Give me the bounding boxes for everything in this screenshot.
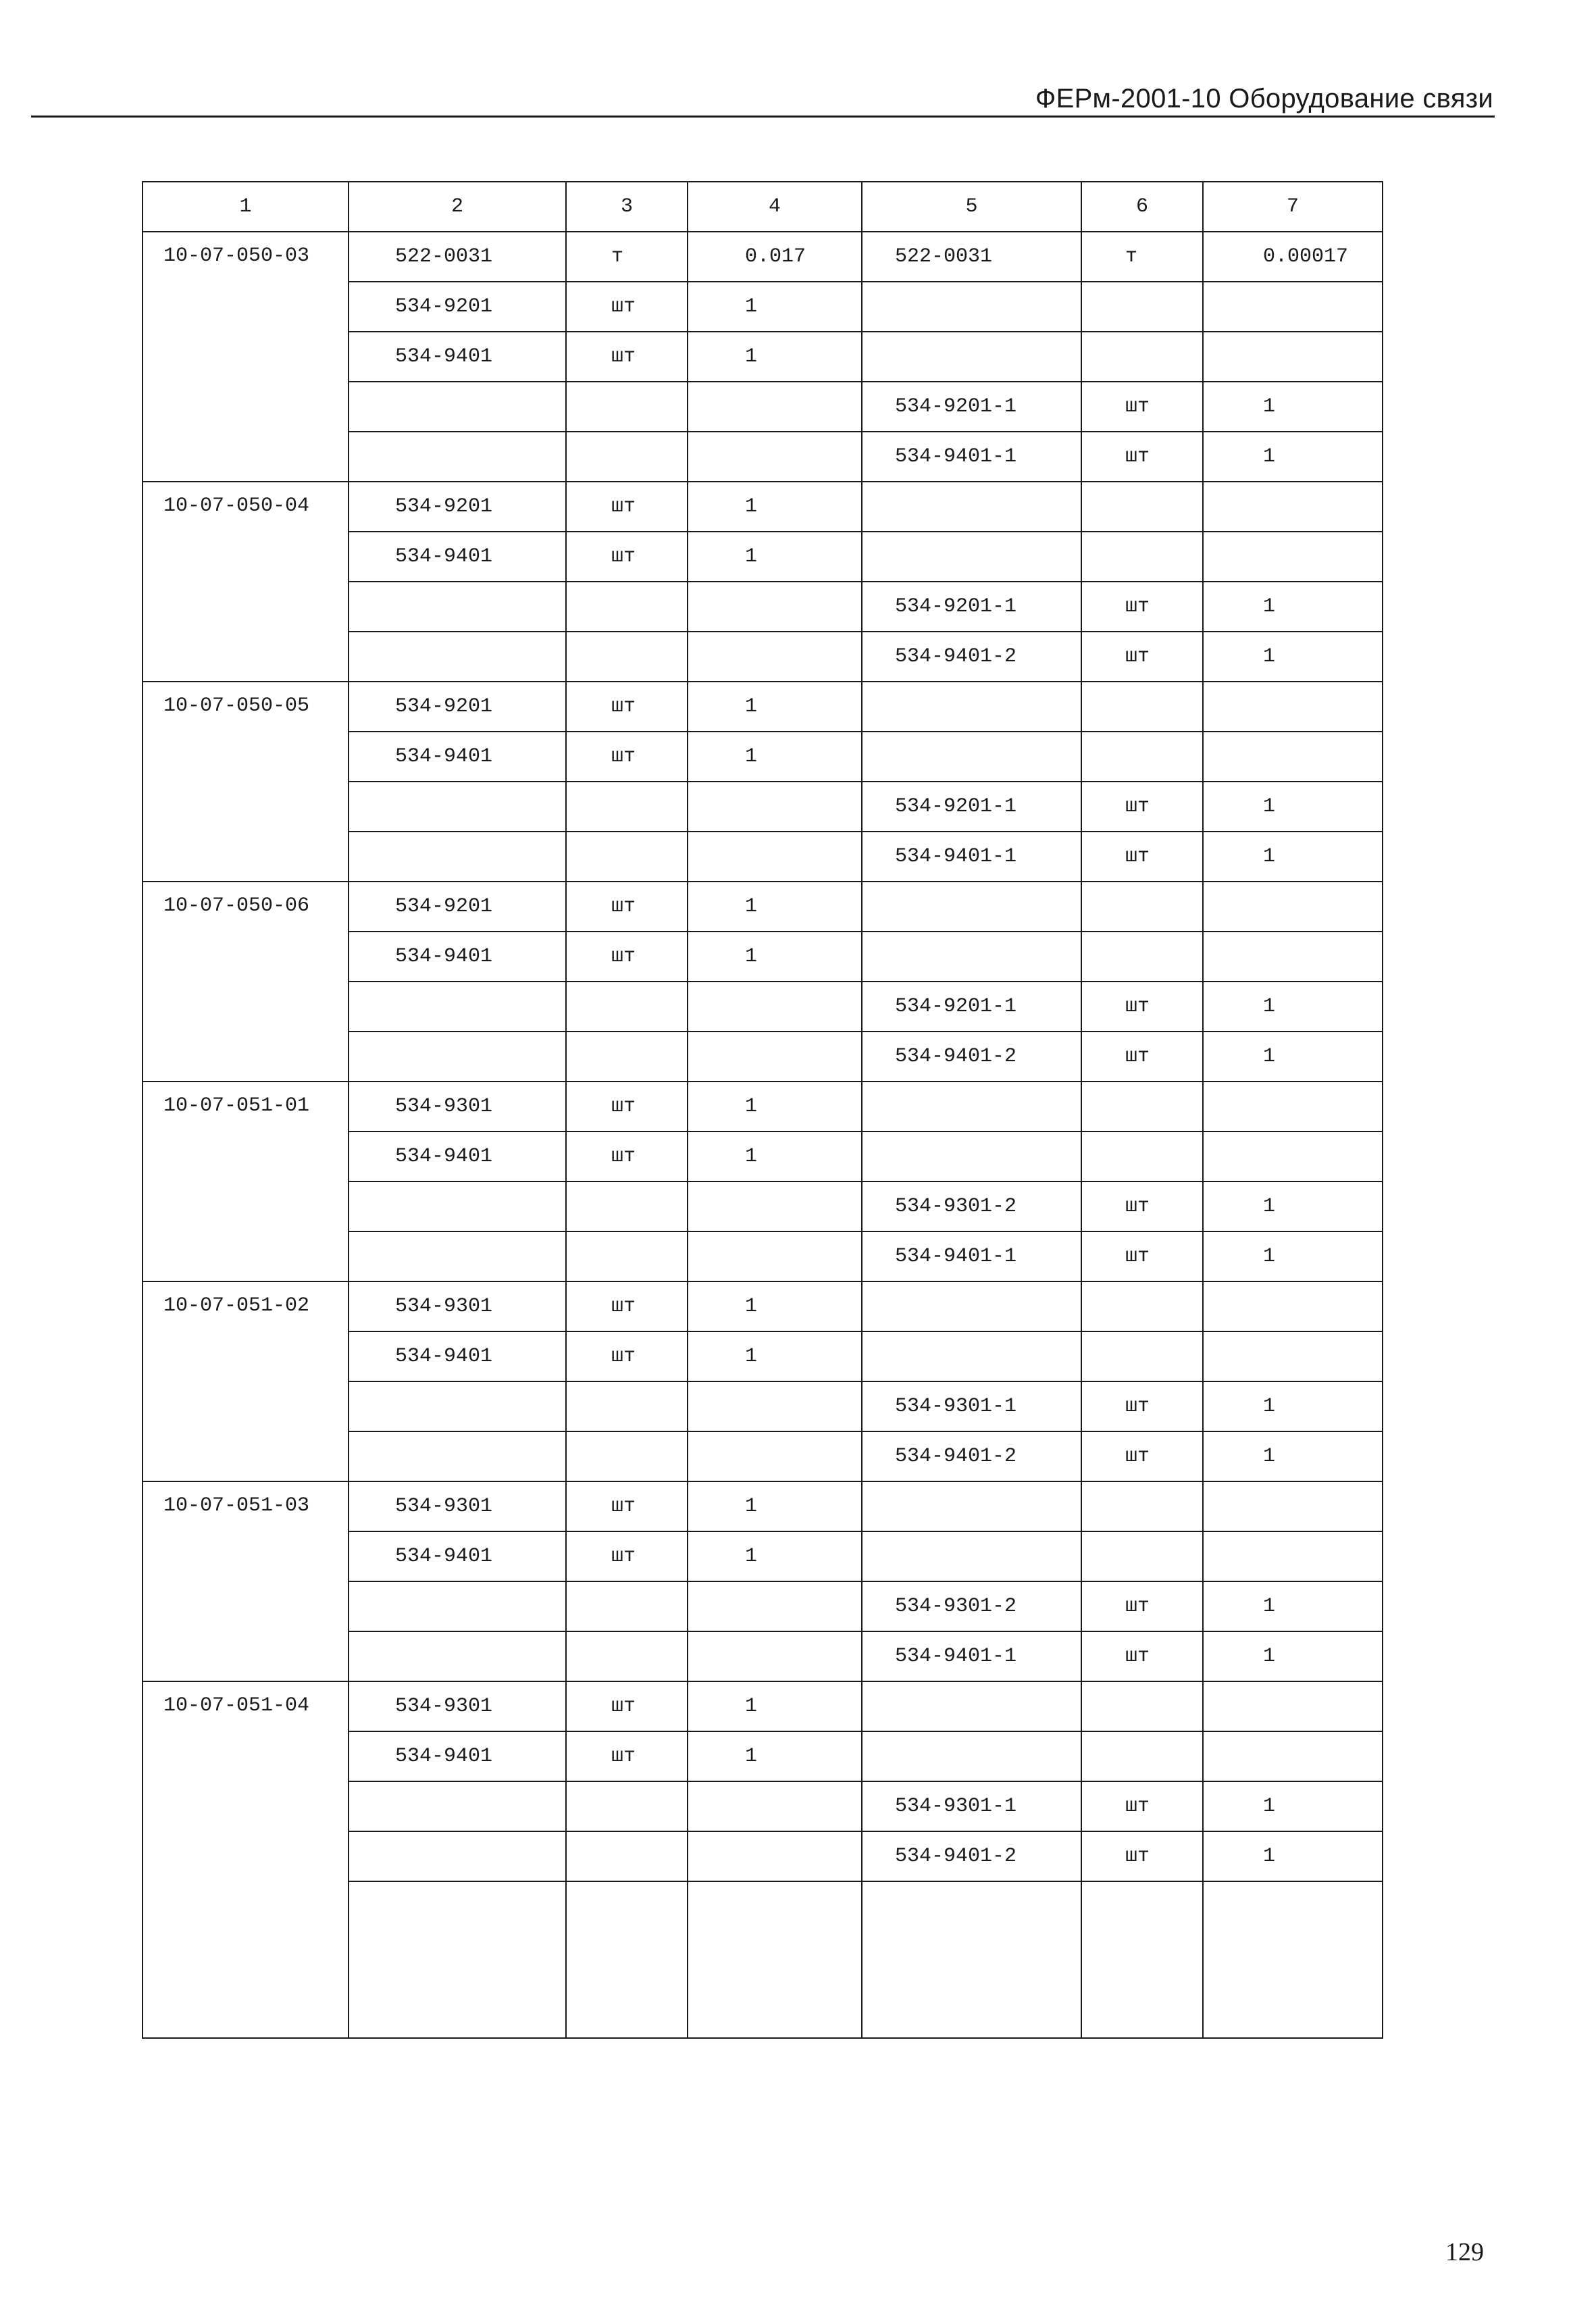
old-resource-code-cell	[349, 1231, 566, 1281]
new-unit-cell	[1081, 682, 1203, 732]
old-unit-cell: шт	[566, 682, 688, 732]
new-resource-code-cell	[862, 282, 1081, 332]
old-unit-cell	[566, 1631, 688, 1681]
old-quantity-cell	[688, 382, 862, 432]
new-unit-cell: шт	[1081, 832, 1203, 882]
norm-code-cell: 10-07-051-03	[143, 1481, 349, 1681]
old-quantity-cell	[688, 782, 862, 832]
page-number: 129	[1445, 2238, 1484, 2266]
old-unit-cell: шт	[566, 532, 688, 582]
old-unit-cell	[566, 1581, 688, 1631]
column-header: 6	[1081, 182, 1203, 232]
new-resource-code-cell: 534-9401-2	[862, 1431, 1081, 1481]
new-resource-code-cell: 534-9301-2	[862, 1181, 1081, 1231]
old-quantity-cell: 1	[688, 1531, 862, 1581]
new-resource-code-cell	[862, 1132, 1081, 1181]
old-quantity-cell	[688, 1781, 862, 1831]
table-row	[143, 1082, 1383, 1132]
norm-code-cell: 10-07-051-04	[143, 1681, 349, 2038]
new-quantity-cell	[1203, 282, 1383, 332]
new-unit-cell: шт	[1081, 1581, 1203, 1631]
table-body	[143, 182, 1383, 2038]
new-quantity-cell	[1203, 932, 1383, 982]
old-resource-code-cell	[349, 782, 566, 832]
new-resource-code-cell: 534-9401-2	[862, 1032, 1081, 1082]
old-unit-cell: шт	[566, 1082, 688, 1132]
old-quantity-cell: 1	[688, 1481, 862, 1531]
new-resource-code-cell: 534-9301-1	[862, 1381, 1081, 1431]
new-quantity-cell: 1	[1203, 1381, 1383, 1431]
old-unit-cell	[566, 1381, 688, 1431]
norm-code-cell: 10-07-050-03	[143, 232, 349, 482]
empty-cell	[1081, 1881, 1203, 2038]
empty-cell	[1203, 1881, 1383, 2038]
norm-code-cell: 10-07-050-05	[143, 682, 349, 882]
new-unit-cell: шт	[1081, 982, 1203, 1032]
new-quantity-cell: 1	[1203, 982, 1383, 1032]
old-resource-code-cell: 534-9201	[349, 282, 566, 332]
old-unit-cell: шт	[566, 732, 688, 782]
new-unit-cell: шт	[1081, 582, 1203, 632]
new-resource-code-cell: 534-9401-2	[862, 632, 1081, 682]
new-resource-code-cell: 534-9401-1	[862, 832, 1081, 882]
new-unit-cell	[1081, 1531, 1203, 1581]
new-quantity-cell	[1203, 1731, 1383, 1781]
empty-cell	[862, 1881, 1081, 2038]
resource-mapping-table	[142, 181, 1383, 2039]
old-resource-code-cell	[349, 1581, 566, 1631]
new-unit-cell	[1081, 1281, 1203, 1331]
column-header-row	[143, 182, 1383, 232]
old-resource-code-cell: 534-9201	[349, 682, 566, 732]
old-quantity-cell: 1	[688, 932, 862, 982]
old-resource-code-cell	[349, 1631, 566, 1681]
new-unit-cell	[1081, 1731, 1203, 1781]
new-quantity-cell	[1203, 682, 1383, 732]
new-resource-code-cell	[862, 932, 1081, 982]
old-quantity-cell: 1	[688, 1331, 862, 1381]
old-quantity-cell: 1	[688, 482, 862, 532]
old-resource-code-cell	[349, 382, 566, 432]
old-resource-code-cell	[349, 632, 566, 682]
new-resource-code-cell: 534-9401-1	[862, 1631, 1081, 1681]
new-resource-code-cell	[862, 532, 1081, 582]
new-resource-code-cell	[862, 1331, 1081, 1381]
old-resource-code-cell: 534-9401	[349, 1331, 566, 1381]
new-resource-code-cell: 534-9301-1	[862, 1781, 1081, 1831]
new-quantity-cell: 1	[1203, 632, 1383, 682]
table-row	[143, 1481, 1383, 1531]
old-resource-code-cell	[349, 1781, 566, 1831]
old-unit-cell	[566, 582, 688, 632]
new-resource-code-cell	[862, 1481, 1081, 1531]
old-unit-cell	[566, 832, 688, 882]
old-resource-code-cell: 534-9401	[349, 1132, 566, 1181]
new-resource-code-cell: 534-9401-1	[862, 432, 1081, 482]
new-unit-cell	[1081, 1331, 1203, 1381]
new-quantity-cell	[1203, 332, 1383, 382]
new-resource-code-cell	[862, 332, 1081, 382]
old-unit-cell	[566, 382, 688, 432]
table-row	[143, 1281, 1383, 1331]
new-quantity-cell	[1203, 1531, 1383, 1581]
old-quantity-cell	[688, 1381, 862, 1431]
old-resource-code-cell	[349, 832, 566, 882]
old-quantity-cell: 1	[688, 532, 862, 582]
old-unit-cell: т	[566, 232, 688, 282]
new-quantity-cell: 1	[1203, 1631, 1383, 1681]
new-quantity-cell	[1203, 732, 1383, 782]
empty-cell	[688, 1881, 862, 2038]
old-resource-code-cell: 534-9401	[349, 1731, 566, 1781]
new-quantity-cell: 1	[1203, 1231, 1383, 1281]
empty-cell	[349, 1881, 566, 2038]
old-quantity-cell	[688, 632, 862, 682]
old-unit-cell: шт	[566, 482, 688, 532]
new-unit-cell	[1081, 932, 1203, 982]
old-unit-cell: шт	[566, 882, 688, 932]
old-unit-cell	[566, 1431, 688, 1481]
old-resource-code-cell	[349, 582, 566, 632]
old-quantity-cell: 1	[688, 282, 862, 332]
old-resource-code-cell: 534-9401	[349, 332, 566, 382]
column-header: 1	[143, 182, 349, 232]
old-unit-cell: шт	[566, 282, 688, 332]
old-unit-cell: шт	[566, 1331, 688, 1381]
new-resource-code-cell	[862, 482, 1081, 532]
column-header: 3	[566, 182, 688, 232]
new-quantity-cell: 1	[1203, 432, 1383, 482]
new-unit-cell: шт	[1081, 432, 1203, 482]
old-quantity-cell: 1	[688, 1082, 862, 1132]
new-unit-cell	[1081, 482, 1203, 532]
old-resource-code-cell	[349, 1181, 566, 1231]
old-unit-cell	[566, 982, 688, 1032]
new-unit-cell: шт	[1081, 1781, 1203, 1831]
old-resource-code-cell: 534-9201	[349, 882, 566, 932]
new-quantity-cell: 1	[1203, 582, 1383, 632]
new-resource-code-cell: 534-9401-2	[862, 1831, 1081, 1881]
new-resource-code-cell	[862, 1082, 1081, 1132]
old-quantity-cell	[688, 1831, 862, 1881]
old-quantity-cell: 0.017	[688, 232, 862, 282]
new-resource-code-cell: 534-9301-2	[862, 1581, 1081, 1631]
new-unit-cell	[1081, 1132, 1203, 1181]
old-resource-code-cell	[349, 1381, 566, 1431]
new-resource-code-cell: 534-9201-1	[862, 582, 1081, 632]
new-unit-cell: шт	[1081, 382, 1203, 432]
new-resource-code-cell	[862, 882, 1081, 932]
new-quantity-cell	[1203, 1132, 1383, 1181]
old-unit-cell	[566, 1781, 688, 1831]
old-unit-cell: шт	[566, 332, 688, 382]
new-quantity-cell: 1	[1203, 1831, 1383, 1881]
new-resource-code-cell: 534-9401-1	[862, 1231, 1081, 1281]
old-unit-cell	[566, 432, 688, 482]
new-resource-code-cell	[862, 1681, 1081, 1731]
old-quantity-cell: 1	[688, 1281, 862, 1331]
new-quantity-cell: 1	[1203, 382, 1383, 432]
new-resource-code-cell	[862, 732, 1081, 782]
table-row	[143, 1681, 1383, 1731]
new-quantity-cell: 1	[1203, 1581, 1383, 1631]
new-quantity-cell: 1	[1203, 782, 1383, 832]
new-resource-code-cell: 534-9201-1	[862, 982, 1081, 1032]
old-unit-cell	[566, 1831, 688, 1881]
old-quantity-cell: 1	[688, 732, 862, 782]
new-quantity-cell: 0.00017	[1203, 232, 1383, 282]
old-unit-cell: шт	[566, 1531, 688, 1581]
old-resource-code-cell: 534-9201	[349, 482, 566, 532]
new-quantity-cell	[1203, 1082, 1383, 1132]
old-quantity-cell: 1	[688, 1731, 862, 1781]
old-resource-code-cell: 534-9401	[349, 732, 566, 782]
new-quantity-cell	[1203, 1681, 1383, 1731]
new-quantity-cell: 1	[1203, 1032, 1383, 1082]
old-unit-cell: шт	[566, 1281, 688, 1331]
new-quantity-cell	[1203, 1331, 1383, 1381]
new-unit-cell	[1081, 882, 1203, 932]
old-unit-cell	[566, 782, 688, 832]
new-resource-code-cell	[862, 1531, 1081, 1581]
new-resource-code-cell	[862, 1281, 1081, 1331]
new-unit-cell: шт	[1081, 1631, 1203, 1681]
table-row	[143, 682, 1383, 732]
old-quantity-cell	[688, 1231, 862, 1281]
new-resource-code-cell: 522-0031	[862, 232, 1081, 282]
table-row	[143, 882, 1383, 932]
old-resource-code-cell	[349, 982, 566, 1032]
document-header-title: ФЕРм-2001-10 Оборудование связи	[1035, 84, 1493, 113]
old-resource-code-cell: 534-9301	[349, 1681, 566, 1731]
old-unit-cell: шт	[566, 1731, 688, 1781]
new-quantity-cell: 1	[1203, 1781, 1383, 1831]
new-resource-code-cell: 534-9201-1	[862, 382, 1081, 432]
old-quantity-cell: 1	[688, 332, 862, 382]
column-header: 7	[1203, 182, 1383, 232]
new-unit-cell	[1081, 332, 1203, 382]
old-resource-code-cell: 534-9401	[349, 532, 566, 582]
norm-code-cell: 10-07-050-06	[143, 882, 349, 1082]
old-unit-cell	[566, 1032, 688, 1082]
old-quantity-cell	[688, 1181, 862, 1231]
new-quantity-cell	[1203, 1481, 1383, 1531]
new-unit-cell	[1081, 1681, 1203, 1731]
table-row	[143, 232, 1383, 282]
new-quantity-cell: 1	[1203, 1431, 1383, 1481]
old-resource-code-cell: 534-9301	[349, 1082, 566, 1132]
old-quantity-cell	[688, 1581, 862, 1631]
old-resource-code-cell: 534-9401	[349, 932, 566, 982]
new-quantity-cell	[1203, 882, 1383, 932]
column-header: 4	[688, 182, 862, 232]
table-row	[143, 482, 1383, 532]
new-quantity-cell	[1203, 482, 1383, 532]
new-resource-code-cell	[862, 1731, 1081, 1781]
old-unit-cell: шт	[566, 1681, 688, 1731]
old-quantity-cell	[688, 1631, 862, 1681]
old-unit-cell: шт	[566, 932, 688, 982]
old-resource-code-cell: 534-9301	[349, 1481, 566, 1531]
column-header: 2	[349, 182, 566, 232]
new-resource-code-cell	[862, 682, 1081, 732]
new-unit-cell	[1081, 1082, 1203, 1132]
old-quantity-cell	[688, 1032, 862, 1082]
new-unit-cell: шт	[1081, 1381, 1203, 1431]
old-unit-cell	[566, 632, 688, 682]
new-resource-code-cell: 534-9201-1	[862, 782, 1081, 832]
new-unit-cell: шт	[1081, 1181, 1203, 1231]
old-quantity-cell	[688, 832, 862, 882]
new-unit-cell: шт	[1081, 632, 1203, 682]
new-quantity-cell	[1203, 1281, 1383, 1331]
new-quantity-cell: 1	[1203, 1181, 1383, 1231]
new-unit-cell: шт	[1081, 1032, 1203, 1082]
old-quantity-cell: 1	[688, 882, 862, 932]
norm-code-cell: 10-07-051-01	[143, 1082, 349, 1281]
new-unit-cell: шт	[1081, 1831, 1203, 1881]
norm-code-cell: 10-07-050-04	[143, 482, 349, 682]
old-resource-code-cell	[349, 1032, 566, 1082]
header-divider	[31, 116, 1495, 118]
old-resource-code-cell	[349, 1431, 566, 1481]
old-unit-cell: шт	[566, 1481, 688, 1531]
old-resource-code-cell	[349, 1831, 566, 1881]
old-resource-code-cell: 522-0031	[349, 232, 566, 282]
old-quantity-cell	[688, 982, 862, 1032]
column-header: 5	[862, 182, 1081, 232]
old-resource-code-cell: 534-9301	[349, 1281, 566, 1331]
new-unit-cell	[1081, 1481, 1203, 1531]
old-quantity-cell: 1	[688, 1681, 862, 1731]
new-unit-cell	[1081, 732, 1203, 782]
old-quantity-cell: 1	[688, 682, 862, 732]
old-quantity-cell	[688, 582, 862, 632]
new-unit-cell	[1081, 282, 1203, 332]
new-unit-cell: шт	[1081, 782, 1203, 832]
new-unit-cell: т	[1081, 232, 1203, 282]
new-unit-cell: шт	[1081, 1431, 1203, 1481]
norm-code-cell: 10-07-051-02	[143, 1281, 349, 1481]
new-quantity-cell: 1	[1203, 832, 1383, 882]
new-unit-cell: шт	[1081, 1231, 1203, 1281]
new-unit-cell	[1081, 532, 1203, 582]
old-unit-cell	[566, 1181, 688, 1231]
old-resource-code-cell: 534-9401	[349, 1531, 566, 1581]
old-quantity-cell	[688, 1431, 862, 1481]
empty-cell	[566, 1881, 688, 2038]
old-quantity-cell: 1	[688, 1132, 862, 1181]
old-unit-cell: шт	[566, 1132, 688, 1181]
old-resource-code-cell	[349, 432, 566, 482]
old-quantity-cell	[688, 432, 862, 482]
old-unit-cell	[566, 1231, 688, 1281]
new-quantity-cell	[1203, 532, 1383, 582]
